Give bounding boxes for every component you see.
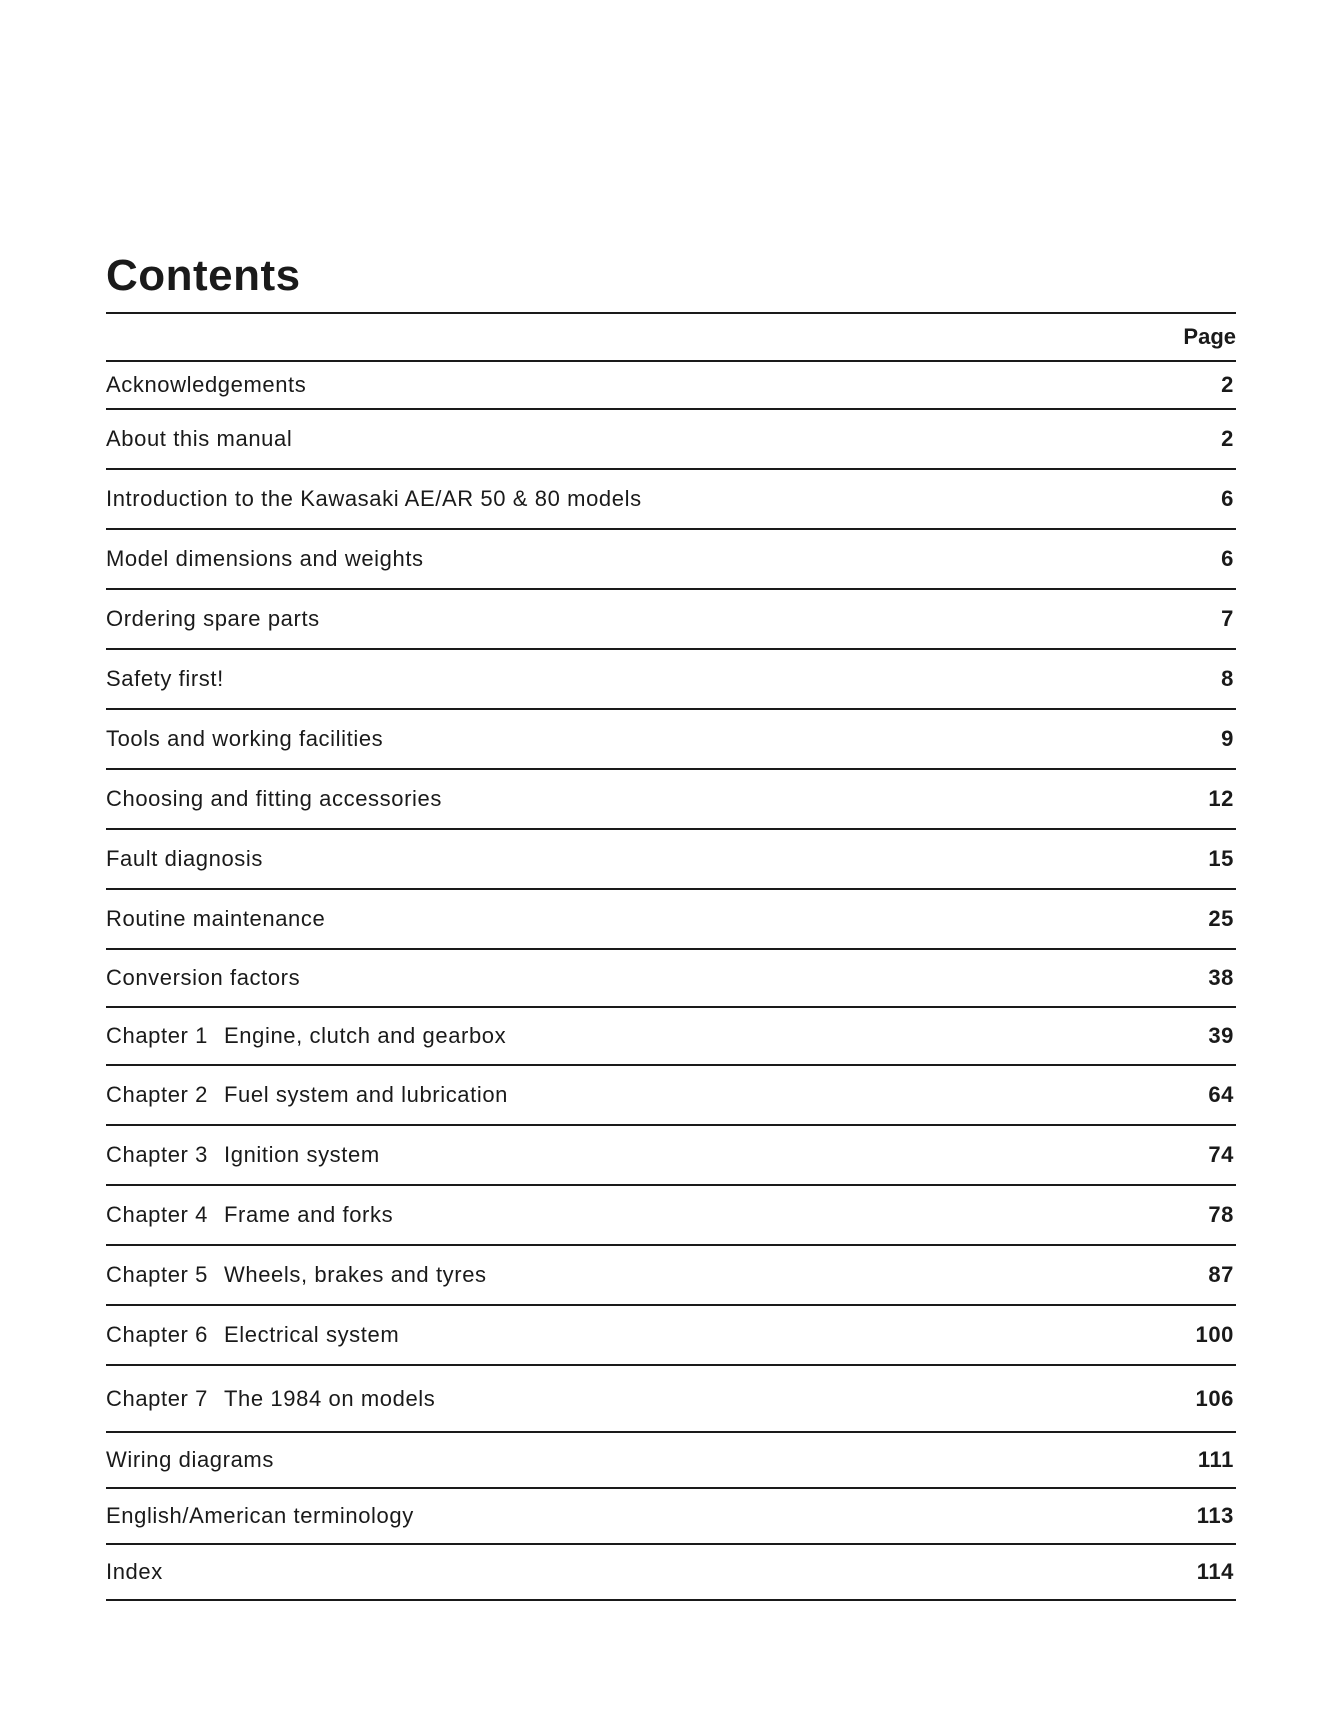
toc-entry xyxy=(106,1366,1236,1433)
toc-entry-page: 114 xyxy=(1196,1559,1234,1584)
toc-entry-page: 25 xyxy=(1208,906,1234,931)
toc-entry-label xyxy=(106,372,306,398)
toc-entry-page: 8 xyxy=(1221,666,1234,691)
toc-entry-chapter: Chapter 4 xyxy=(106,1202,209,1227)
toc-entry-chapter: Chapter 7 xyxy=(106,1385,209,1411)
toc-entry xyxy=(106,890,1236,950)
toc-entry-page: 6 xyxy=(1221,486,1234,511)
toc-entry xyxy=(106,530,1236,590)
toc-entry xyxy=(106,410,1236,470)
toc-entry-label xyxy=(106,1262,487,1288)
toc-entry-page: 64 xyxy=(1208,1082,1234,1107)
toc-entry-title: Frame and forks xyxy=(224,1202,394,1227)
page-title: Contents xyxy=(106,251,301,300)
toc-entry-label xyxy=(106,1082,508,1108)
toc-entry-page: 39 xyxy=(1208,1023,1234,1048)
toc-entry-title: Wheels, brakes and tyres xyxy=(224,1262,487,1287)
toc-entry-label xyxy=(106,1322,399,1348)
toc-entry xyxy=(106,1545,1236,1601)
toc-entry-title: Conversion factors xyxy=(106,965,301,990)
toc-entry xyxy=(106,1433,1236,1489)
toc-entry-title: Engine, clutch and gearbox xyxy=(224,1023,507,1048)
toc-entry xyxy=(106,590,1236,650)
toc-entry-page: 7 xyxy=(1221,606,1234,631)
page-column-label: Page xyxy=(1183,324,1236,349)
toc-list xyxy=(106,362,1236,1601)
toc-entry-chapter: Chapter 1 xyxy=(106,1023,209,1048)
toc-entry-label xyxy=(106,726,383,752)
toc-entry-page: 78 xyxy=(1208,1202,1234,1227)
toc-entry-title: Electrical system xyxy=(224,1322,400,1347)
page-column-header xyxy=(106,314,1236,360)
toc-entry-label xyxy=(106,606,320,632)
toc-entry-title: Ordering spare parts xyxy=(106,606,320,631)
toc-entry-label xyxy=(106,1447,274,1473)
toc-entry-title: Acknowledgements xyxy=(106,372,307,397)
toc-entry-label xyxy=(106,666,224,692)
toc-entry xyxy=(106,470,1236,530)
toc-entry-page: 6 xyxy=(1221,546,1234,571)
toc-entry-page: 15 xyxy=(1208,846,1234,871)
toc-entry-title: English/American terminology xyxy=(106,1503,414,1528)
toc-entry xyxy=(106,1246,1236,1306)
toc-entry xyxy=(106,1186,1236,1246)
toc-entry-page: 74 xyxy=(1208,1142,1234,1167)
toc-entry-page: 9 xyxy=(1221,726,1234,751)
toc-entry-page: 111 xyxy=(1197,1447,1234,1472)
toc-entry-chapter: Chapter 6 xyxy=(106,1322,209,1347)
toc-entry-chapter: Chapter 3 xyxy=(106,1142,209,1167)
toc-entry-chapter: Chapter 2 xyxy=(106,1082,209,1107)
toc-entry-label xyxy=(106,1202,393,1228)
toc-entry xyxy=(106,830,1236,890)
toc-entry-title: Safety first! xyxy=(106,666,224,691)
toc-entry-label xyxy=(106,965,300,991)
toc-entry-title: Wiring diagrams xyxy=(106,1447,274,1472)
toc-entry-title: Fault diagnosis xyxy=(106,846,263,871)
toc-entry-label xyxy=(106,1023,506,1049)
contents-block xyxy=(106,240,1236,1601)
toc-entry-label xyxy=(106,1503,414,1529)
toc-entry xyxy=(106,1489,1236,1545)
toc-entry-label xyxy=(106,906,325,932)
toc-entry-label xyxy=(106,786,442,812)
toc-entry xyxy=(106,770,1236,830)
toc-entry-title: Index xyxy=(106,1559,163,1584)
toc-entry-page: 38 xyxy=(1208,965,1234,990)
toc-entry-page: 100 xyxy=(1195,1322,1234,1347)
toc-entry xyxy=(106,1008,1236,1066)
toc-entry-title: Fuel system and lubrication xyxy=(224,1082,509,1107)
toc-entry-page: 106 xyxy=(1195,1385,1234,1411)
toc-entry-page: 2 xyxy=(1221,426,1234,451)
toc-entry xyxy=(106,950,1236,1008)
toc-entry-page: 113 xyxy=(1196,1503,1234,1528)
toc-entry-chapter: Chapter 5 xyxy=(106,1262,209,1287)
toc-entry-title: Tools and working facilities xyxy=(106,726,384,751)
toc-entry-title: Model dimensions and weights xyxy=(106,546,424,571)
toc-entry-page: 2 xyxy=(1221,372,1234,397)
toc-entry-title: Choosing and fitting accessories xyxy=(106,786,442,811)
toc-entry xyxy=(106,1066,1236,1126)
toc-entry-label xyxy=(106,486,642,512)
toc-entry-page: 87 xyxy=(1208,1262,1234,1287)
toc-entry xyxy=(106,650,1236,710)
toc-entry-title: About this manual xyxy=(106,426,293,451)
toc-entry-label xyxy=(106,846,263,872)
toc-entry xyxy=(106,362,1236,410)
toc-entry-title: Routine maintenance xyxy=(106,906,326,931)
toc-entry-title: Introduction to the Kawasaki AE/AR 50 & 80 models xyxy=(106,486,642,511)
toc-entry xyxy=(106,710,1236,770)
toc-entry-title: Ignition system xyxy=(224,1142,380,1167)
toc-entry xyxy=(106,1126,1236,1186)
toc-entry-label xyxy=(106,546,424,572)
toc-entry-title: The 1984 on models xyxy=(224,1385,436,1411)
toc-entry-label xyxy=(106,426,292,452)
toc-entry xyxy=(106,1306,1236,1366)
toc-entry-label xyxy=(106,1559,163,1585)
toc-entry-label xyxy=(106,1142,380,1168)
toc-entry-label xyxy=(106,1386,435,1412)
toc-entry-page: 12 xyxy=(1208,786,1234,811)
